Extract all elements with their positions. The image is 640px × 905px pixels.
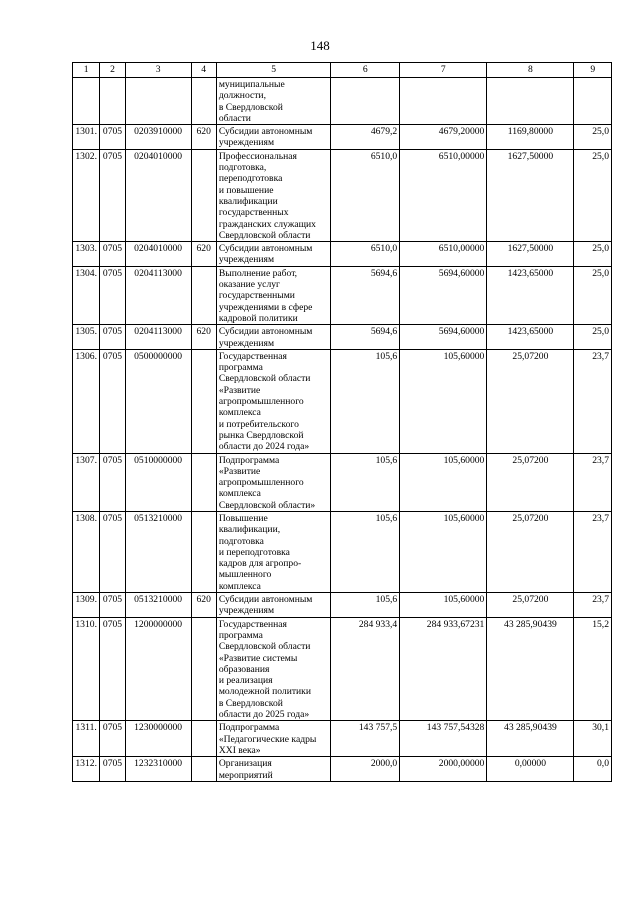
column-header: 4 <box>191 63 216 78</box>
column-header: 2 <box>100 63 125 78</box>
approved-amount-cell <box>331 78 400 125</box>
expense-type-cell <box>191 721 216 757</box>
table-row <box>73 149 612 241</box>
executed-amount-cell: 1169,80000 <box>487 125 574 150</box>
expense-type-cell <box>191 78 216 125</box>
row-number-cell: 1305. <box>73 325 100 350</box>
approved-amount-cell: 6510,0 <box>331 242 400 267</box>
planned-amount-cell <box>400 78 487 125</box>
table-row <box>73 125 612 150</box>
approved-amount-cell: 105,6 <box>331 349 400 453</box>
item-name-cell: Субсидии автономным учреждениям <box>216 242 330 267</box>
execution-percent-cell: 23,7 <box>574 511 612 592</box>
table-row <box>73 511 612 592</box>
expense-type-cell <box>191 511 216 592</box>
target-code-cell: 0204010000 <box>125 242 191 267</box>
item-name-cell: Организация мероприятий <box>216 757 330 782</box>
planned-amount-cell: 5694,60000 <box>400 325 487 350</box>
section-code-cell: 0705 <box>100 325 125 350</box>
expense-type-cell: 620 <box>191 593 216 618</box>
section-code-cell: 0705 <box>100 266 125 324</box>
expense-type-cell: 620 <box>191 242 216 267</box>
section-code-cell <box>100 78 125 125</box>
item-name-cell: Государственная программа Свердловской области «Развитие агропромышленного комплекса и потребительского рынка Свердловской области до 2024 года» <box>216 349 330 453</box>
execution-percent-cell: 30,1 <box>574 721 612 757</box>
section-code-cell: 0705 <box>100 242 125 267</box>
planned-amount-cell: 4679,20000 <box>400 125 487 150</box>
expense-type-cell <box>191 149 216 241</box>
section-code-cell: 0705 <box>100 617 125 721</box>
item-name-cell: Подпрограмма «Педагогические кадры XXI века» <box>216 721 330 757</box>
executed-amount-cell: 1627,50000 <box>487 149 574 241</box>
target-code-cell: 0203910000 <box>125 125 191 150</box>
row-number-cell: 1308. <box>73 511 100 592</box>
approved-amount-cell: 6510,0 <box>331 149 400 241</box>
planned-amount-cell: 284 933,67231 <box>400 617 487 721</box>
column-header: 6 <box>331 63 400 78</box>
expense-type-cell <box>191 266 216 324</box>
executed-amount-cell: 43 285,90439 <box>487 721 574 757</box>
expense-type-cell <box>191 349 216 453</box>
target-code-cell: 1200000000 <box>125 617 191 721</box>
expense-type-cell: 620 <box>191 325 216 350</box>
planned-amount-cell: 6510,00000 <box>400 242 487 267</box>
item-name-cell: Субсидии автономным учреждениям <box>216 325 330 350</box>
planned-amount-cell: 2000,00000 <box>400 757 487 782</box>
target-code-cell: 0500000000 <box>125 349 191 453</box>
table-row <box>73 453 612 511</box>
column-header: 9 <box>574 63 612 78</box>
row-number-cell: 1306. <box>73 349 100 453</box>
page-number: 148 <box>310 38 330 53</box>
expense-type-cell <box>191 617 216 721</box>
planned-amount-cell: 105,60000 <box>400 453 487 511</box>
target-code-cell: 0204113000 <box>125 266 191 324</box>
execution-percent-cell: 23,7 <box>574 453 612 511</box>
target-code-cell: 0513210000 <box>125 593 191 618</box>
approved-amount-cell: 143 757,5 <box>331 721 400 757</box>
column-header: 7 <box>400 63 487 78</box>
execution-percent-cell: 25,0 <box>574 325 612 350</box>
target-code-cell: 0204010000 <box>125 149 191 241</box>
table-row <box>73 78 612 125</box>
header-row <box>73 63 612 78</box>
section-code-cell: 0705 <box>100 511 125 592</box>
planned-amount-cell: 105,60000 <box>400 593 487 618</box>
execution-percent-cell: 23,7 <box>574 349 612 453</box>
approved-amount-cell: 105,6 <box>331 511 400 592</box>
executed-amount-cell <box>487 78 574 125</box>
approved-amount-cell: 105,6 <box>331 593 400 618</box>
column-header: 5 <box>216 63 330 78</box>
section-code-cell: 0705 <box>100 757 125 782</box>
table-row <box>73 325 612 350</box>
table-row <box>73 757 612 782</box>
column-header: 8 <box>487 63 574 78</box>
row-number-cell: 1309. <box>73 593 100 618</box>
table-row <box>73 266 612 324</box>
expense-type-cell <box>191 453 216 511</box>
executed-amount-cell: 0,00000 <box>487 757 574 782</box>
table-row <box>73 242 612 267</box>
expense-type-cell: 620 <box>191 125 216 150</box>
section-code-cell: 0705 <box>100 453 125 511</box>
planned-amount-cell: 105,60000 <box>400 349 487 453</box>
column-header: 3 <box>125 63 191 78</box>
row-number-cell: 1302. <box>73 149 100 241</box>
executed-amount-cell: 25,07200 <box>487 593 574 618</box>
target-code-cell: 0204113000 <box>125 325 191 350</box>
approved-amount-cell: 5694,6 <box>331 325 400 350</box>
item-name-cell: Субсидии автономным учреждениям <box>216 125 330 150</box>
table-row <box>73 721 612 757</box>
execution-percent-cell: 25,0 <box>574 125 612 150</box>
table-row <box>73 349 612 453</box>
row-number-cell <box>73 78 100 125</box>
approved-amount-cell: 5694,6 <box>331 266 400 324</box>
section-code-cell: 0705 <box>100 593 125 618</box>
execution-percent-cell: 23,7 <box>574 593 612 618</box>
row-number-cell: 1311. <box>73 721 100 757</box>
planned-amount-cell: 105,60000 <box>400 511 487 592</box>
row-number-cell: 1304. <box>73 266 100 324</box>
approved-amount-cell: 284 933,4 <box>331 617 400 721</box>
executed-amount-cell: 43 285,90439 <box>487 617 574 721</box>
target-code-cell: 0513210000 <box>125 511 191 592</box>
section-code-cell: 0705 <box>100 349 125 453</box>
executed-amount-cell: 1423,65000 <box>487 266 574 324</box>
item-name-cell: муниципальные должности, в Свердловской области <box>216 78 330 125</box>
table-body <box>73 63 612 782</box>
execution-percent-cell: 25,0 <box>574 149 612 241</box>
approved-amount-cell: 105,6 <box>331 453 400 511</box>
planned-amount-cell: 143 757,54328 <box>400 721 487 757</box>
execution-percent-cell: 15,2 <box>574 617 612 721</box>
item-name-cell: Государственная программа Свердловской области «Развитие системы образования и реализация молодежной политики в Свердловской области до 2025 года» <box>216 617 330 721</box>
target-code-cell: 1232310000 <box>125 757 191 782</box>
execution-percent-cell: 25,0 <box>574 242 612 267</box>
execution-percent-cell: 0,0 <box>574 757 612 782</box>
section-code-cell: 0705 <box>100 149 125 241</box>
planned-amount-cell: 6510,00000 <box>400 149 487 241</box>
target-code-cell <box>125 78 191 125</box>
column-header: 1 <box>73 63 100 78</box>
row-number-cell: 1303. <box>73 242 100 267</box>
section-code-cell: 0705 <box>100 125 125 150</box>
table-row <box>73 593 612 618</box>
row-number-cell: 1301. <box>73 125 100 150</box>
section-code-cell: 0705 <box>100 721 125 757</box>
executed-amount-cell: 25,07200 <box>487 453 574 511</box>
execution-percent-cell <box>574 78 612 125</box>
target-code-cell: 0510000000 <box>125 453 191 511</box>
executed-amount-cell: 1627,50000 <box>487 242 574 267</box>
planned-amount-cell: 5694,60000 <box>400 266 487 324</box>
item-name-cell: Выполнение работ, оказание услуг государственными учреждениями в сфере кадровой политики <box>216 266 330 324</box>
executed-amount-cell: 1423,65000 <box>487 325 574 350</box>
executed-amount-cell: 25,07200 <box>487 511 574 592</box>
target-code-cell: 1230000000 <box>125 721 191 757</box>
budget-table <box>72 62 612 782</box>
approved-amount-cell: 4679,2 <box>331 125 400 150</box>
item-name-cell: Профессиональная подготовка, переподготовка и повышение квалификации государственных гражданских служащих Свердловской области <box>216 149 330 241</box>
table-row <box>73 617 612 721</box>
item-name-cell: Субсидии автономным учреждениям <box>216 593 330 618</box>
row-number-cell: 1310. <box>73 617 100 721</box>
row-number-cell: 1312. <box>73 757 100 782</box>
executed-amount-cell: 25,07200 <box>487 349 574 453</box>
approved-amount-cell: 2000,0 <box>331 757 400 782</box>
expense-type-cell <box>191 757 216 782</box>
item-name-cell: Подпрограмма «Развитие агропромышленного комплекса Свердловской области» <box>216 453 330 511</box>
row-number-cell: 1307. <box>73 453 100 511</box>
execution-percent-cell: 25,0 <box>574 266 612 324</box>
item-name-cell: Повышение квалификации, подготовка и переподготовка кадров для агропро- мышленного комплекса <box>216 511 330 592</box>
